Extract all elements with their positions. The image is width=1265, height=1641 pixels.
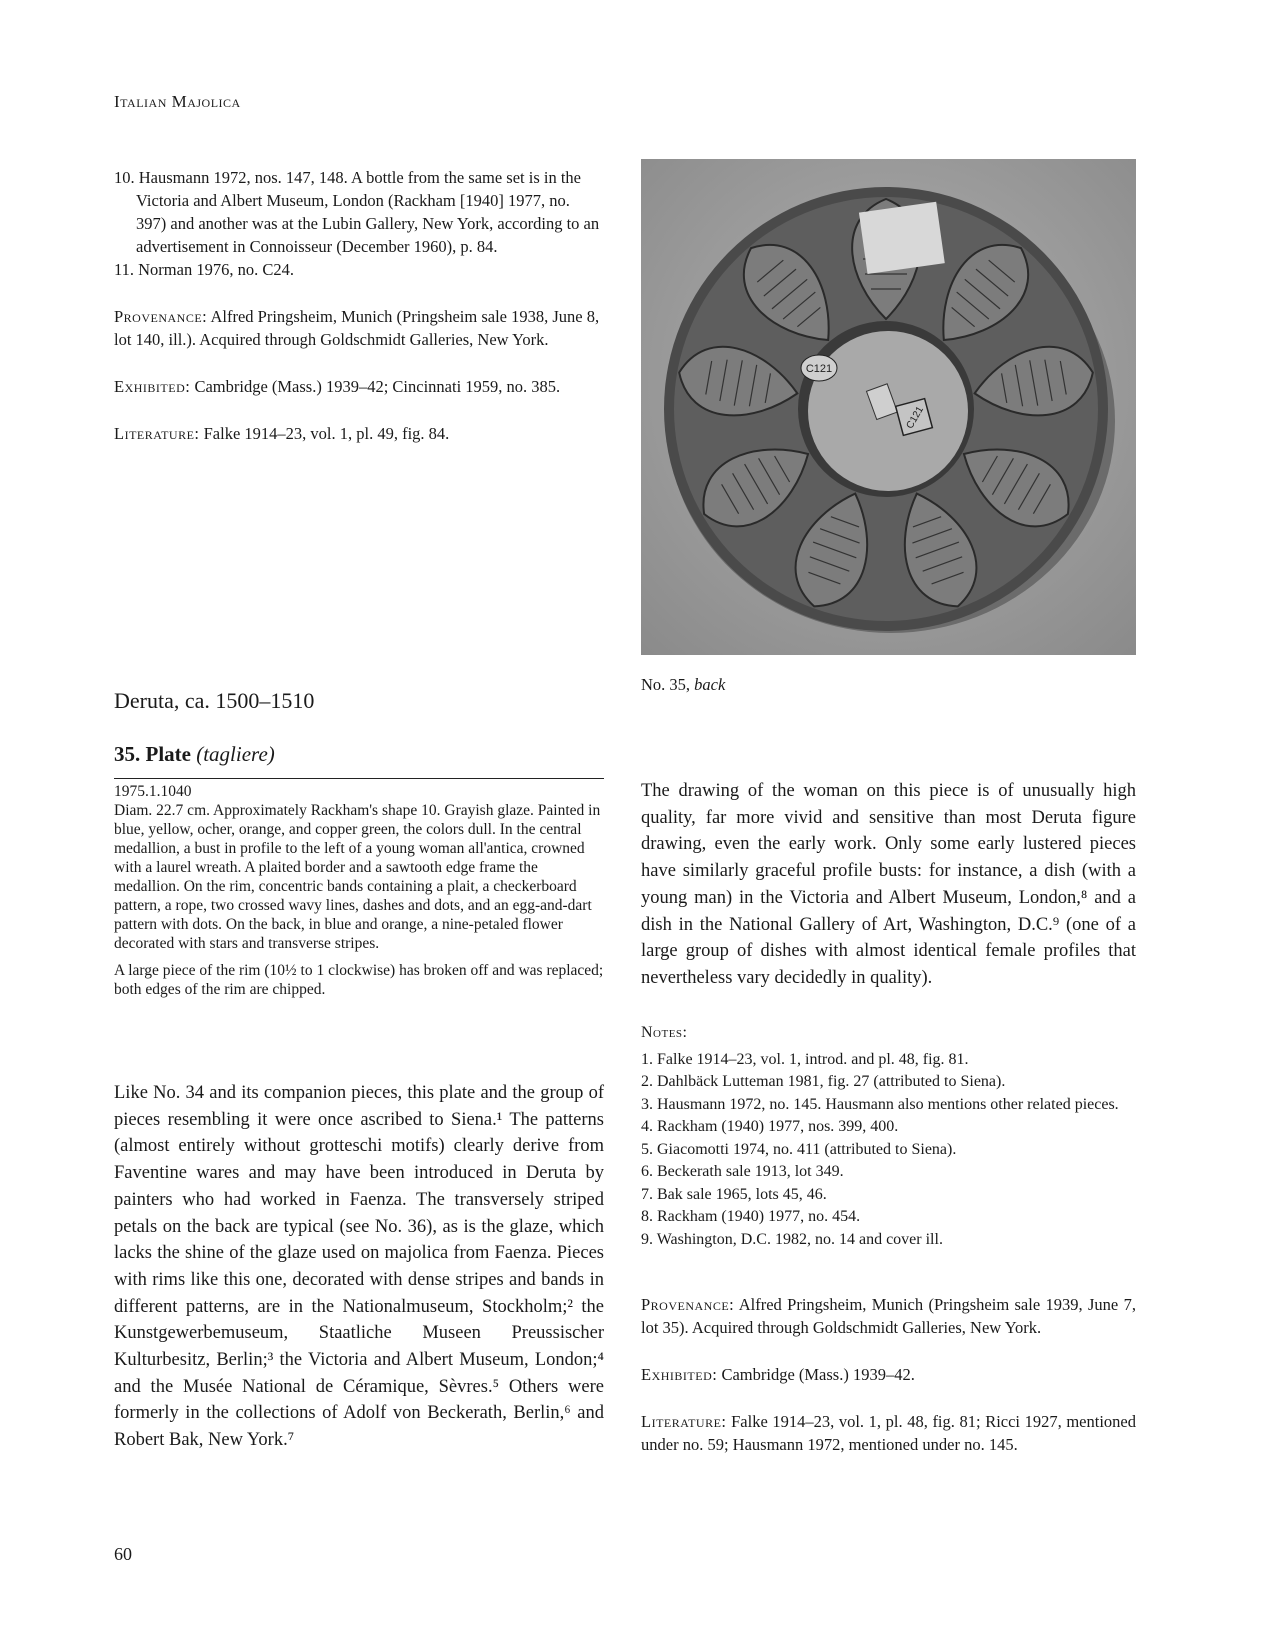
caption-prefix: No. 35, [641,675,691,694]
literature-label: Literature: [114,424,200,443]
caption-italic: back [694,675,726,694]
condition: A large piece of the rim (10½ to 1 clockwise) has broken off and was replaced; both edges of the rim are chipped. [114,962,604,998]
note-item: 2. Dahlbäck Lutteman 1981, fig. 27 (attributed to Siena). [641,1073,1006,1090]
note-11: 11. Norman 1976, no. C24. [114,260,294,279]
running-head: Italian Majolica [114,92,241,111]
exhibited-text: Cambridge (Mass.) 1939–42. [721,1365,915,1384]
literature-label: Literature: [641,1412,727,1431]
exhibited-text: Cambridge (Mass.) 1939–42; Cincinnati 1959, no. 385. [194,377,561,396]
note-item: 1. Falke 1914–23, vol. 1, introd. and pl. 48, fig. 81. [641,1050,969,1068]
plate-illustration [641,159,1136,655]
exhibited-right [641,1363,1136,1386]
note-item: 6. Beckerath sale 1913, lot 349. [641,1163,844,1180]
note-item: 9. Washington, D.C. 1982, no. 14 and cover ill. [641,1230,943,1248]
accession-number: 1975.1.1040 [114,783,192,800]
photo-caption [641,675,725,695]
body-left [114,1080,604,1454]
description: Diam. 22.7 cm. Approximately Rackham's shape 10. Grayish glaze. Painted in blue, yellow, ocher, orange, and copper green, the colors dull. In the central medallion, a bust in profile to the left of a young woman all'antica, crowned with a laurel wreath. A plaited border and a sawtooth edge frame the medallion. On the rim, concentric bands containing a plait, a checkerboard pattern, a rope, two crossed wavy lines, dashes and dots, and an egg-and-dart pattern with dots. On the back, in blue and orange, a nine-petaled flower decorated with stars and transverse stripes. [114,802,601,952]
notes-label: Notes: [641,1024,688,1041]
left-notes [114,166,604,445]
catalogue-title [114,742,275,767]
photo-label: C121 [805,363,833,375]
note-10: 10. Hausmann 1972, nos. 147, 148. A bottle from the same set is in the Victoria and Albert Museum, London (Rackham [1940] 1977, no. 397) and another was at the Lubin Gallery, New York, according to an advertisement in Connoisseur (December 1960), p. 84. [114,168,600,256]
exhibited-left [114,375,604,398]
title-number: 35. Plate [114,742,191,766]
provenance-text: Alfred Pringsheim, Munich (Pringsheim sale 1939, June 7, lot 35). Acquired through Goldschmidt Galleries, New York. [641,1295,1136,1337]
right-sections [641,1293,1136,1480]
title-rule [114,778,604,779]
literature-text: Falke 1914–23, vol. 1, pl. 49, fig. 84. [203,424,450,443]
date-line: Deruta, ca. 1500–1510 [114,688,315,713]
provenance-right [641,1293,1136,1339]
exhibited-label: Exhibited: [114,377,191,396]
note-item: 7. Bak sale 1965, lots 45, 46. [641,1185,827,1203]
exhibited-label: Exhibited: [641,1365,718,1384]
note-item: 4. Rackham (1940) 1977, nos. 399, 400. [641,1118,899,1135]
body-right-text: The drawing of the woman on this piece is of unusually high quality, far more vivid and sensitive than most Deruta figure drawing, even the early work. Only some early lustered pieces have similarly graceful profile busts: for instance, a dish (with a young man) in the Victoria and Albert Museum, London,⁸ and a dish in the National Gallery of Art, Washington, D.C.⁹ (one of a large group of dishes with almost identical female profiles that nevertheless vary decidedly in quality). [641,781,1136,988]
provenance-label: Provenance: [114,307,208,326]
plate-back-photo [641,159,1136,655]
literature-right [641,1410,1136,1456]
note-item: 3. Hausmann 1972, no. 145. Hausmann also mentions other related pieces. [641,1095,1119,1113]
notes-right [641,1022,1136,1251]
provenance-label: Provenance: [641,1295,735,1314]
literature-left [114,422,604,445]
body-left-text: Like No. 34 and its companion pieces, this plate and the group of pieces resembling it were once ascribed to Siena.¹ The patterns (almost entirely without grotteschi motifs) clearly derive from Faventine wares and may have been introduced in Deruta by painters who had worked in Faenza. The transversely striped petals on the back are typical (see No. 36), as is the glaze, which lacks the shine of the glaze used on majolica from Faenza. Pieces with rims like this one, decorated with dense stripes and bands in different patterns, are in the Nationalmuseum, Stockholm;² the Kunstgewerbemuseum, Staatliche Museen Preussischer Kulturbesitz, Berlin;³ the Victoria and Albert Museum, London;⁴ and the Musée National de Céramique, Sèvres.⁵ Others were formerly in the collections of Adolf von Beckerath, Berlin,⁶ and Robert Bak, New York.⁷ [114,1083,604,1451]
photo-tag: C121 [904,404,927,431]
note-item: 5. Giacomotti 1974, no. 411 (attributed to Siena). [641,1140,957,1158]
note-item: 8. Rackham (1940) 1977, no. 454. [641,1208,861,1225]
literature-text: Falke 1914–23, vol. 1, pl. 48, fig. 81; Ricci 1927, mentioned under no. 59; Hausmann 1972, mentioned under no. 145. [641,1412,1136,1454]
technical-block [114,782,604,1007]
title-italic: (tagliere) [196,742,275,766]
provenance-left [114,305,604,351]
provenance-text: Alfred Pringsheim, Munich (Pringsheim sale 1938, June 8, lot 140, ill.). Acquired through Goldschmidt Galleries, New York. [114,307,600,349]
body-right [641,778,1136,992]
page-number: 60 [114,1544,132,1564]
notes-list [641,1049,1136,1252]
